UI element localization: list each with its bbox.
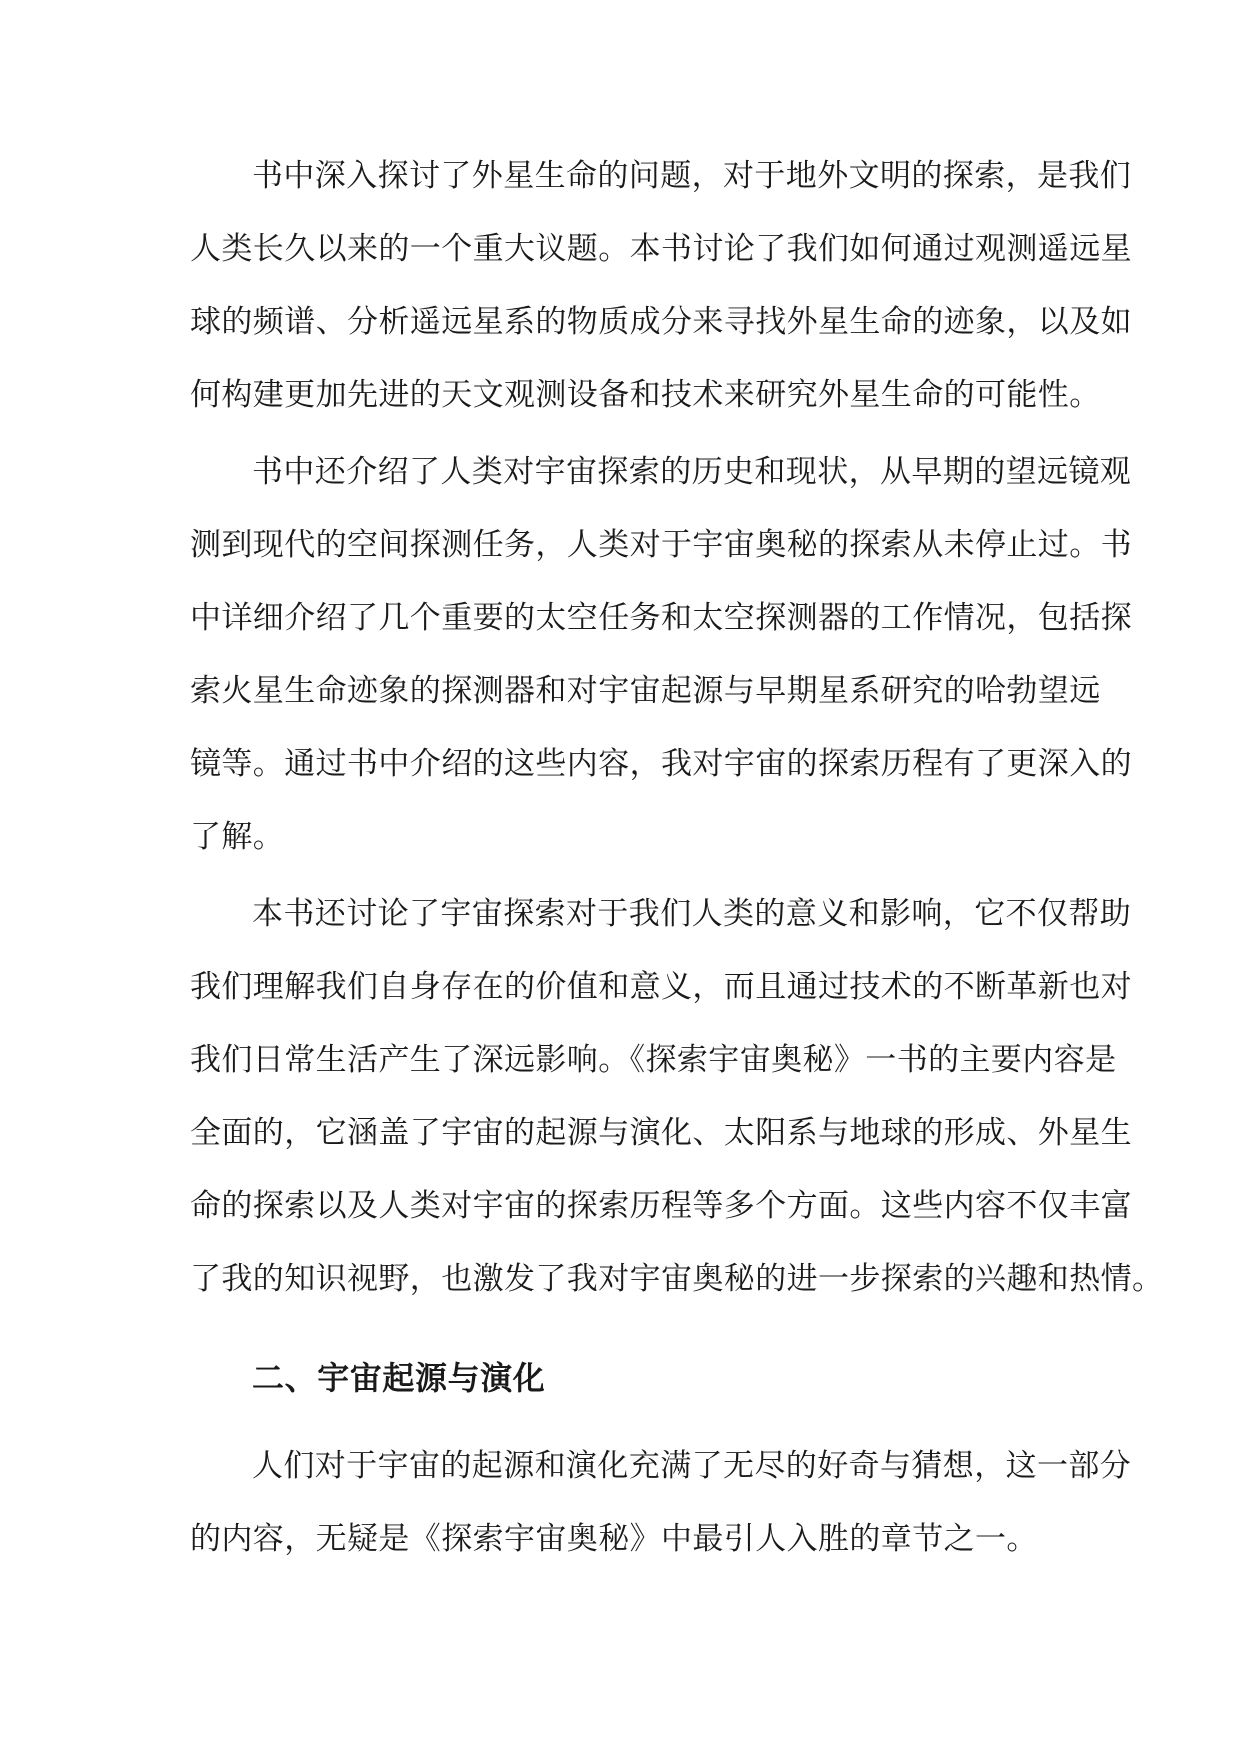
text-line: 本书还讨论了宇宙探索对于我们人类的意义和影响，它不仅帮助: [252, 896, 1132, 932]
text-line: 了我的知识视野，也激发了我对宇宙奥秘的进一步探索的兴趣和热情。: [190, 1261, 1164, 1297]
text-line: 球的频谱、分析遥远星系的物质成分来寻找外星生命的迹象，以及如: [190, 304, 1132, 340]
text-line: 全面的，它涵盖了宇宙的起源与演化、太阳系与地球的形成、外星生: [190, 1115, 1132, 1151]
text-line: 书中深入探讨了外星生命的问题，对于地外文明的探索，是我们: [252, 158, 1132, 194]
section-heading: 二、宇宙起源与演化: [252, 1359, 546, 1397]
text-line: 人类长久以来的一个重大议题。本书讨论了我们如何通过观测遥远星: [190, 231, 1132, 267]
text-line: 何构建更加先进的天文观测设备和技术来研究外星生命的可能性。: [190, 377, 1101, 413]
text-line: 的内容，无疑是《探索宇宙奥秘》中最引人入胜的章节之一。: [190, 1521, 1038, 1557]
document-body: [190, 140, 1164, 1580]
paragraph-origin-intro: [190, 1430, 1132, 1576]
paragraph-exploration-history: [190, 436, 1132, 874]
text-line: 命的探索以及人类对宇宙的探索历程等多个方面。这些内容不仅丰富: [190, 1188, 1132, 1224]
text-line: 了解。: [190, 819, 285, 855]
text-line: 索火星生命迹象的探测器和对宇宙起源与早期星系研究的哈勃望远: [190, 673, 1101, 709]
text-line: 人们对于宇宙的起源和演化充满了无尽的好奇与猜想，这一部分: [252, 1448, 1132, 1484]
text-line: 镜等。通过书中介绍的这些内容，我对宇宙的探索历程有了更深入的: [190, 746, 1132, 782]
text-line: 我们理解我们自身存在的价值和意义，而且通过技术的不断革新也对: [190, 969, 1132, 1005]
text-line: 中详细介绍了几个重要的太空任务和太空探测器的工作情况，包括探: [190, 600, 1132, 636]
text-line: 测到现代的空间探测任务，人类对于宇宙奥秘的探索从未停止过。书: [190, 527, 1132, 563]
paragraph-significance: [190, 878, 1164, 1316]
text-line: 书中还介绍了人类对宇宙探索的历史和现状，从早期的望远镜观: [252, 454, 1132, 490]
paragraph-alien-life: [190, 140, 1132, 432]
text-line: 我们日常生活产生了深远影响。《探索宇宙奥秘》一书的主要内容是: [190, 1042, 1117, 1078]
